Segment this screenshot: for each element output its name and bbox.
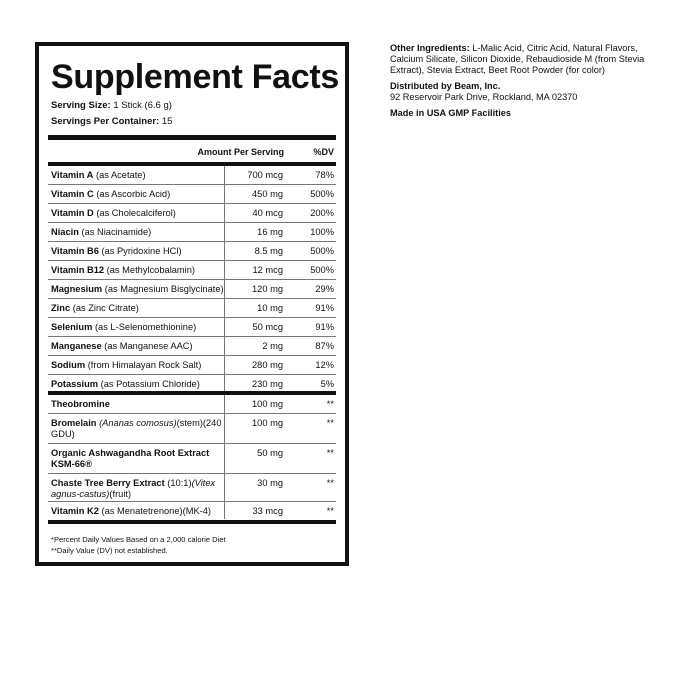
nutrient-dv: 500% (310, 246, 334, 256)
nutrient-name: Vitamin D (51, 208, 94, 218)
made-in-statement (390, 108, 655, 119)
nutrient-row (48, 299, 336, 318)
ingredient-amount: 33 mcg (252, 506, 283, 516)
nutrient-dv: 91% (315, 303, 334, 313)
nutrient-row (48, 242, 336, 261)
ingredient-latin-name: (Ananas comosus) (99, 418, 177, 428)
nutrient-row (48, 166, 336, 185)
nutrient-name: Vitamin B6 (51, 246, 99, 256)
nutrient-amount: 120 mg (251, 284, 283, 294)
nutrient-dv: 500% (310, 265, 334, 275)
nutrient-source: (as L-Selenomethionine) (94, 322, 197, 332)
nutrient-dv: 100% (310, 227, 334, 237)
nutrient-name: Potassium (51, 379, 99, 389)
supplement-facts-inner (48, 46, 340, 562)
ingredient-amount: 50 mg (257, 448, 283, 458)
ingredient-amount: 30 mg (257, 478, 283, 488)
nutrient-amount: 16 mg (257, 227, 283, 237)
serving-size (51, 100, 172, 111)
ingredient-latin-name: (Vitex (191, 478, 216, 488)
nutrient-dv: 500% (310, 189, 334, 199)
nutrient-amount: 280 mg (251, 360, 283, 370)
footnote-daily-values: *Percent Daily Values Based on a 2,000 calorie Diet (51, 535, 226, 544)
nutrient-dv: 78% (315, 170, 334, 180)
nutrient-source: (as Manganese AAC) (104, 341, 193, 351)
ingredient-row-vitamin-k2 (48, 502, 336, 519)
ingredient-detail-cont: GDU) (51, 429, 75, 439)
nutrient-dv: 91% (315, 322, 334, 332)
nutrient-row (48, 337, 336, 356)
nutrient-dv: 87% (315, 341, 334, 351)
nutrient-source: (from Himalayan Rock Salt) (87, 360, 202, 370)
nutrient-row (48, 375, 336, 391)
column-header (48, 147, 336, 160)
other-ingredients (390, 43, 655, 76)
nutrient-row (48, 204, 336, 223)
nutrient-dv: 12% (315, 360, 334, 370)
ingredient-row-theobromine (48, 395, 336, 414)
ingredient-dv: ** (326, 478, 334, 488)
ingredient-source: (as Menatetrenone)(MK-4) (101, 506, 212, 516)
nutrient-amount: 700 mcg (247, 170, 283, 180)
ingredient-row-chaste-tree (48, 474, 336, 502)
nutrient-amount: 2 mg (262, 341, 283, 351)
ingredient-detail: (stem)(240 (176, 418, 222, 428)
ingredient-dv: ** (326, 506, 334, 516)
nutrient-amount: 12 mcg (252, 265, 283, 275)
nutrient-source: (as Potassium Chloride) (100, 379, 200, 389)
nutrient-name: Manganese (51, 341, 102, 351)
nutrient-amount: 10 mg (257, 303, 283, 313)
ingredient-name: Bromelain (51, 418, 97, 428)
nutrient-source: (as Zinc Citrate) (72, 303, 139, 313)
header-dv: %DV (313, 147, 334, 157)
nutrient-source: (as Ascorbic Acid) (96, 189, 171, 199)
nutrient-dv: 5% (320, 379, 334, 389)
ingredient-amount: 100 mg (251, 399, 283, 409)
nutrient-row (48, 356, 336, 375)
ingredient-name: Theobromine (51, 399, 110, 409)
ingredient-row-ashwagandha (48, 444, 336, 474)
supplement-facts-panel (35, 42, 349, 566)
nutrient-amount: 230 mg (251, 379, 283, 389)
nutrient-row (48, 280, 336, 299)
ingredient-name: Vitamin K2 (51, 506, 99, 516)
servings-per-container (51, 116, 172, 127)
nutrient-amount: 450 mg (251, 189, 283, 199)
ingredient-dv: ** (326, 448, 334, 458)
ingredient-latin-name-cont: agnus-castus) (51, 489, 110, 499)
nutrient-row (48, 261, 336, 280)
panel-title: Supplement Facts (51, 58, 340, 96)
ingredient-detail: (fruit) (109, 489, 132, 499)
nutrient-source: (as Niacinamide) (81, 227, 152, 237)
nutrient-name: Vitamin A (51, 170, 94, 180)
nutrient-dv: 29% (315, 284, 334, 294)
nutrient-source: (as Methylcobalamin) (106, 265, 196, 275)
thick-divider-top (48, 135, 336, 140)
distributor-address: 92 Reservoir Park Drive, Rockland, MA 02370 (390, 92, 578, 102)
other-ingredients-label: Other Ingredients: (390, 43, 470, 53)
ingredient-amount: 100 mg (251, 418, 283, 428)
nutrient-name: Magnesium (51, 284, 103, 294)
nutrient-name: Zinc (51, 303, 71, 313)
serving-size-label: Serving Size: (51, 100, 111, 111)
nutrient-row (48, 318, 336, 337)
ingredient-name: Chaste Tree Berry Extract (51, 478, 165, 488)
made-in-text: Made in USA GMP Facilities (390, 108, 511, 118)
nutrient-row (48, 223, 336, 242)
ingredient-name-cont: KSM-66® (51, 459, 92, 469)
nutrient-row (48, 185, 336, 204)
ingredient-dv: ** (326, 399, 334, 409)
nutrient-name: Sodium (51, 360, 86, 370)
nutrient-amount: 50 mcg (252, 322, 283, 332)
thick-divider-bottom (48, 520, 336, 524)
nutrient-dv: 200% (310, 208, 334, 218)
nutrient-amount: 8.5 mg (254, 246, 283, 256)
serving-size-value: 1 Stick (6.6 g) (113, 100, 172, 111)
nutrient-source: (as Pyridoxine HCl) (101, 246, 182, 256)
nutrient-amount: 40 mcg (252, 208, 283, 218)
servings-value: 15 (161, 116, 173, 127)
ingredient-row-bromelain (48, 414, 336, 444)
distributor-name: Distributed by Beam, Inc. (390, 81, 501, 91)
nutrient-source: (as Acetate) (95, 170, 146, 180)
ingredient-dv: ** (326, 418, 334, 428)
footnote-dv-not-established: **Daily Value (DV) not established. (51, 546, 168, 555)
nutrient-name: Selenium (51, 322, 93, 332)
ingredient-name: Organic Ashwagandha Root Extract (51, 448, 210, 458)
nutrient-name: Niacin (51, 227, 79, 237)
other-ingredients-text: L-Malic Acid, Citric Acid, Natural Flavors, Calcium Silicate, Silicon Dioxide, Rebaudioside M (from Stevia Extract), Stevia Extract, Beet Root Powder (for color) (390, 43, 645, 75)
distributor-info (390, 81, 655, 103)
nutrient-name: Vitamin C (51, 189, 94, 199)
header-amount: Amount Per Serving (197, 147, 284, 157)
ingredient-ratio: (10:1) (167, 478, 192, 488)
servings-label: Servings Per Container: (51, 116, 160, 127)
nutrient-source: (as Cholecalciferol) (96, 208, 176, 218)
nutrient-name: Vitamin B12 (51, 265, 105, 275)
nutrient-source: (as Magnesium Bisglycinate) (104, 284, 224, 294)
